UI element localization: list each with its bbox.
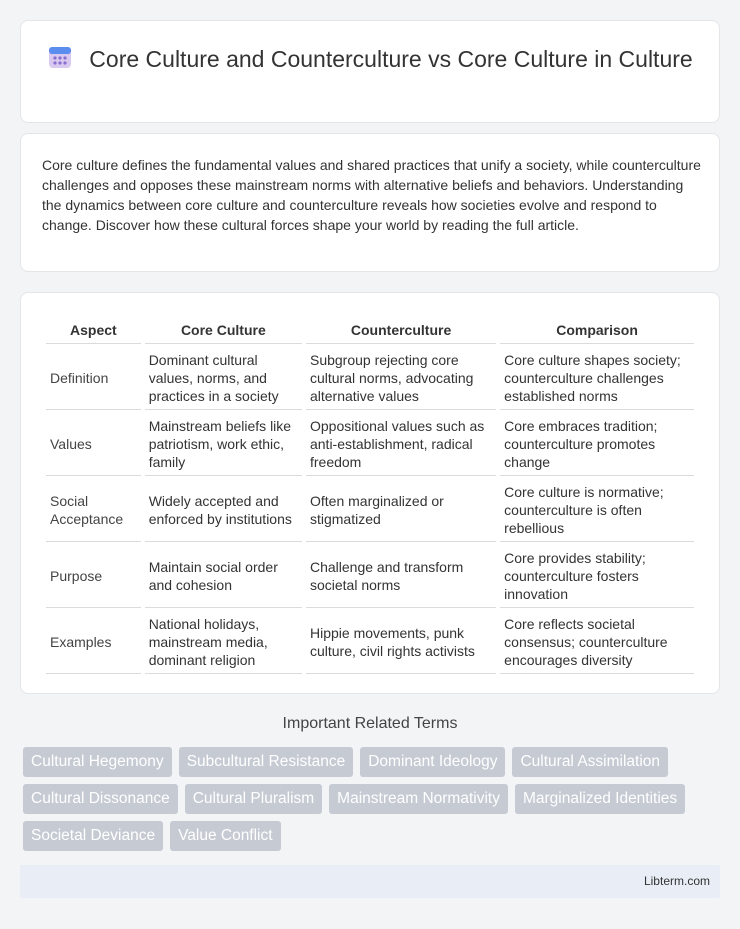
cell-core: Dominant cultural values, norms, and practices in a society xyxy=(145,346,302,410)
cell-comparison: Core culture shapes society; counterculture challenges established norms xyxy=(500,346,694,410)
cell-core: Widely accepted and enforced by institutions xyxy=(145,478,302,542)
related-terms-list xyxy=(23,747,723,851)
cell-core: Maintain social order and cohesion xyxy=(145,544,302,608)
header-comparison: Comparison xyxy=(500,316,694,344)
title-card xyxy=(20,20,720,123)
intro-paragraph: Core culture defines the fundamental values and shared practices that unify a society, while counterculture challenges and opposes these mainstream norms with alternative beliefs and behaviors. Understanding the dynamics between core culture and counterculture reveals how societies evolve and respond to change. Discover how these cultural forces shape your world by reading the full article. xyxy=(42,157,701,233)
header-core-culture: Core Culture xyxy=(145,316,302,344)
table-row xyxy=(46,544,694,608)
related-term-tag[interactable]: Cultural Dissonance xyxy=(23,784,178,814)
related-term-tag[interactable]: Dominant Ideology xyxy=(360,747,505,777)
cell-aspect: Purpose xyxy=(46,544,141,608)
related-terms-heading: Important Related Terms xyxy=(282,715,458,732)
cell-comparison: Core provides stability; counterculture fosters innovation xyxy=(500,544,694,608)
cell-aspect: Examples xyxy=(46,610,141,674)
related-term-tag[interactable]: Value Conflict xyxy=(170,821,280,851)
related-term-tag[interactable]: Cultural Hegemony xyxy=(23,747,172,777)
cell-counter: Hippie movements, punk culture, civil rights activists xyxy=(306,610,496,674)
table-header-row xyxy=(46,316,694,344)
cell-counter: Often marginalized or stigmatized xyxy=(306,478,496,542)
table-row xyxy=(46,478,694,542)
cell-aspect: Values xyxy=(46,412,141,476)
table-row xyxy=(46,610,694,674)
cell-counter: Oppositional values such as anti-establishment, radical freedom xyxy=(306,412,496,476)
cell-comparison: Core reflects societal consensus; counterculture encourages diversity xyxy=(500,610,694,674)
table-row xyxy=(46,346,694,410)
cell-counter: Challenge and transform societal norms xyxy=(306,544,496,608)
comparison-table-card xyxy=(20,292,720,694)
related-term-tag[interactable]: Marginalized Identities xyxy=(515,784,685,814)
calendar-icon xyxy=(47,44,73,70)
cell-aspect: Social Acceptance xyxy=(46,478,141,542)
header-aspect: Aspect xyxy=(46,316,141,344)
comparison-table xyxy=(42,314,698,676)
cell-aspect: Definition xyxy=(46,346,141,410)
related-term-tag[interactable]: Mainstream Normativity xyxy=(329,784,508,814)
cell-core: Mainstream beliefs like patriotism, work ethic, family xyxy=(145,412,302,476)
table-row xyxy=(46,412,694,476)
cell-comparison: Core culture is normative; counterculture is often rebellious xyxy=(500,478,694,542)
page-title-text: Core Culture and Counterculture vs Core Culture in Culture xyxy=(89,46,693,72)
cell-core: National holidays, mainstream media, dominant religion xyxy=(145,610,302,674)
related-term-tag[interactable]: Subcultural Resistance xyxy=(179,747,354,777)
related-term-tag[interactable]: Cultural Pluralism xyxy=(185,784,322,814)
header-counterculture: Counterculture xyxy=(306,316,496,344)
related-term-tag[interactable]: Societal Deviance xyxy=(23,821,163,851)
cell-comparison: Core embraces tradition; counterculture promotes change xyxy=(500,412,694,476)
page-title xyxy=(21,44,719,74)
cell-counter: Subgroup rejecting core cultural norms, advocating alternative values xyxy=(306,346,496,410)
related-term-tag[interactable]: Cultural Assimilation xyxy=(512,747,668,777)
intro-card xyxy=(20,133,720,272)
footer-site-link[interactable]: Libterm.com xyxy=(643,874,710,888)
footer xyxy=(20,865,720,898)
